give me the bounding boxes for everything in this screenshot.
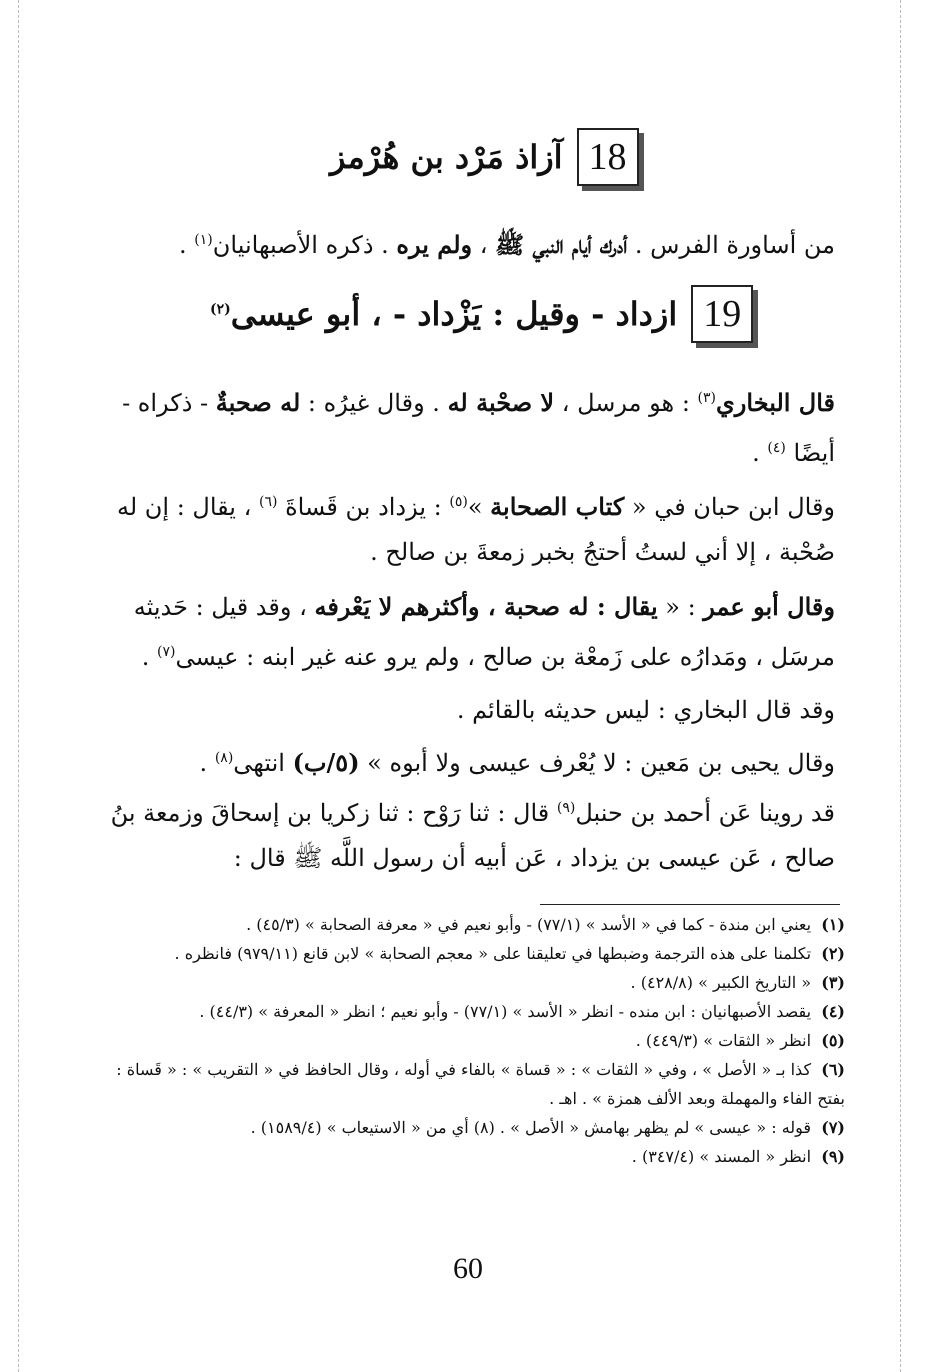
footnote [90, 997, 845, 1026]
footnote-ref: (٨) [214, 750, 234, 766]
footnote-text: كذا بـ « الأصل » ، وفي « الثقات » : « قساة » بالفاء في أوله ، وقال الحافظ في « التقريب » : « قَساة : بفتح الفاء والمهملة وبعد الألف همزة » . اهـ . [116, 1060, 845, 1108]
entry-title: آزاذ مَرْد بن هُرْمز [330, 138, 563, 176]
footnote-number: (١) [821, 915, 845, 934]
text-run: ، يقال : إن له صُحْبة ، إلا أني لستُ أحتجُ بخبر زمعةَ بن صالح . [116, 493, 835, 566]
footnote [90, 1026, 845, 1055]
footnote-ref: (٤) [767, 440, 786, 456]
text-run: ، وقد قيل : حَديثه مرسَل ، ومَدارُه على زَمعْة بن صالح ، ولم يرو عنه غير ابنه : عيسى [133, 593, 835, 671]
footnote-text: يعني ابن مندة - كما في « الأسد » (٧٧/١) - وأبو نعيم في « معرفة الصحابة » (٤٥/٣) . [246, 915, 812, 934]
bold-run: لا صحْبة له [447, 388, 555, 417]
paragraph-bukhari-2 [90, 688, 835, 733]
paragraph-ibn-hibban [90, 480, 835, 575]
footnote-text: قوله : « عيسى » لم يظهر بهامش « الأصل » . (٨) أي من « الاستيعاب » (١٥٨٩/٤) . [250, 1118, 812, 1137]
footnote-text: تكلمنا على هذه الترجمة وضبطها في تعليقنا على « معجم الصحابة » لابن قانع (٩٧٩/١١) فانظره . [174, 944, 812, 963]
footnote [90, 1055, 845, 1113]
paragraph-abu-umar [90, 584, 835, 680]
entry-number-box: 19 [691, 285, 753, 343]
text-run: انتهى [233, 749, 293, 777]
folio-marker: (٥/ب) [292, 748, 360, 777]
entry-18-header [330, 128, 639, 186]
footnote-ref: (٧) [157, 644, 176, 660]
text-run: : هو مرسل ، [554, 389, 698, 417]
text-run: . ذكره الأصبهانيان [212, 231, 397, 259]
entry-19-header [210, 285, 753, 343]
entry-number-box: 18 [577, 128, 639, 186]
text-run: . وقال غيرُه : [300, 389, 448, 417]
bold-run: وقال أبو عمر [703, 592, 835, 621]
paragraph-bukhari [90, 376, 835, 476]
text-run: وقد قال البخاري : ليس حديثه بالقائم . [456, 696, 835, 724]
bold-run: ولم يره [396, 230, 473, 259]
footnote-ref: (٩) [556, 800, 576, 816]
footnote-ref: (٥) [449, 494, 468, 510]
footnote [90, 1113, 845, 1142]
footnote [90, 939, 845, 968]
text-run: . [199, 749, 215, 777]
footnote-number: (٧) [821, 1118, 845, 1137]
footnote-separator [540, 904, 840, 905]
footnotes [90, 910, 845, 1171]
footnote [90, 910, 845, 939]
bold-run: يقال : له صحبة ، وأكثرهم لا يَعْرفه [314, 592, 658, 621]
entry-18-paragraph [90, 218, 835, 268]
text-run: . [752, 439, 768, 467]
bold-run: كتاب الصحابة [490, 492, 625, 521]
text-run: » [467, 493, 491, 521]
footnote-number: (٣) [821, 973, 845, 992]
text-run: : « [657, 593, 704, 621]
scan-margin-line [900, 0, 901, 1372]
footnote-ref: (٣) [697, 390, 717, 406]
footnote-text: انظر « المسند » (٣٤٧/٤) . [631, 1147, 812, 1166]
footnote [90, 968, 845, 997]
footnote-number: (٥) [821, 1031, 845, 1050]
bold-run: قال البخاري [716, 388, 835, 417]
paragraph-ahmad [90, 786, 835, 881]
text-run: . [141, 643, 157, 671]
footnote-ref: (٢) [210, 301, 231, 318]
footnote-number: (٩) [821, 1147, 845, 1166]
text-run: ، [472, 231, 496, 259]
entry-title-text: ازداد - وقيل : يَزْداد - ، أبو عيسى [230, 295, 678, 333]
footnote-number: (٤) [821, 1002, 845, 1021]
text-run: وقال ابن حبان في « [624, 493, 835, 521]
page-number: 60 [453, 1252, 483, 1285]
text-run: : يزداد بن قَساةَ [277, 493, 450, 521]
footnote-number: (٦) [821, 1060, 845, 1079]
paragraph-ibn-main [90, 736, 835, 786]
text-run: - ذكراه - أيضًا [122, 389, 835, 467]
footnote-text: يقصد الأصبهانيان : ابن منده - انظر « الأسد » (٧٧/١) - وأبو نعيم ؛ انظر « المعرفة » (٤٤/٣) . [199, 1002, 812, 1021]
footnote-number: (٢) [821, 944, 845, 963]
bold-run: له صحبةٌ [215, 388, 301, 417]
footnote-text: « التاريخ الكبير » (٤٢٨/٨) . [630, 973, 812, 992]
text-run: وقال يحيى بن مَعين : لا يُعْرف عيسى ولا أبوه » [359, 749, 835, 777]
text-run: قد روينا عَن أحمد بن حنبل [575, 799, 835, 827]
footnote-ref: (١) [194, 232, 213, 248]
footnote-ref: (٦) [259, 494, 278, 510]
bold-run: أدرك أيام النبي ﷺ [495, 230, 628, 259]
footnote-text: انظر « الثقات » (٤٤٩/٣) . [635, 1031, 812, 1050]
text-run: . [179, 231, 195, 259]
entry-title [210, 295, 677, 333]
footnote [90, 1142, 845, 1171]
scan-margin-line [18, 0, 19, 1372]
text-run: قال : ثنا رَوْح : ثنا زكريا بن إسحاقَ وزمعة بنُ صالح ، عَن عيسى بن يزداد ، عَن أبيه أن رسول اللَّه ﷺ قال : [110, 799, 835, 872]
text-run: من أساورة الفرس . [627, 231, 835, 259]
